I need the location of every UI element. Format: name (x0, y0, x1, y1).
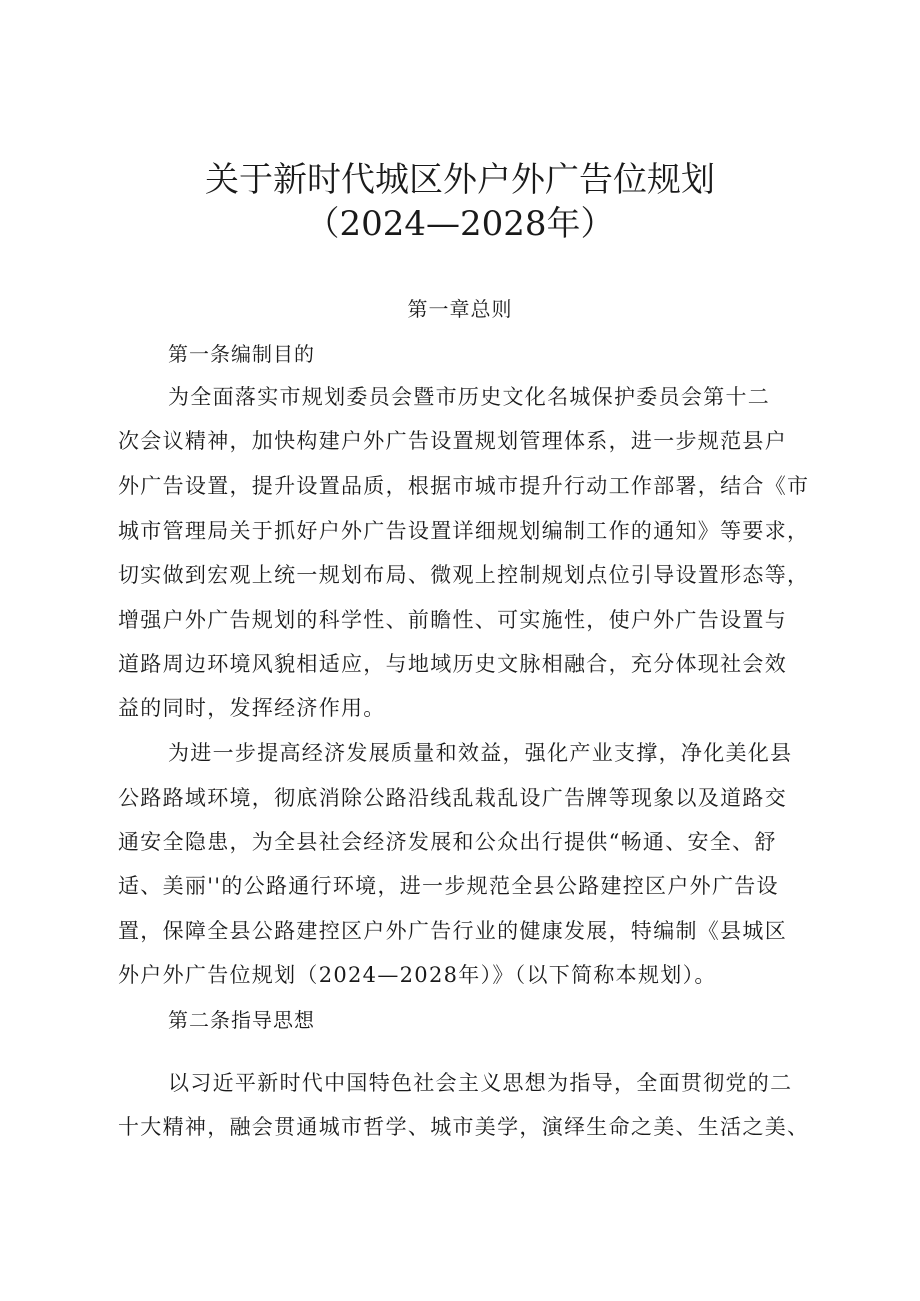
paragraph-line: 切实做到宏观上统一规划布局、微观上控制规划点位引导设置形态等， (118, 563, 810, 587)
paragraph-line: 增强户外广告规划的科学性、前瞻性、可实施性，使户外广告设置与 (118, 608, 787, 632)
article-2-heading: 第二条指导思想 (168, 1008, 315, 1032)
paragraph-line: 为全面落实市规划委员会暨市历史文化名城保护委员会第十二 (168, 385, 771, 409)
document-title-line-1: 关于新时代城区外户外广告位规划 (205, 160, 715, 200)
article-1-heading: 第一条编制目的 (168, 342, 315, 366)
paragraph-line: 次会议精神，加快构建户外广告设置规划管理体系，进一步规范县户 (118, 429, 787, 453)
paragraph-line: 外广告设置，提升设置品质，根据市城市提升行动工作部署，结合《市 (118, 474, 810, 498)
document-title-line-2: （2024—2028年） (305, 204, 615, 244)
chapter-heading: 第一章总则 (407, 297, 513, 321)
paragraph-line: 公路路域环境，彻底消除公路沿线乱栽乱设广告牌等现象以及道路交 (118, 786, 787, 810)
paragraph-line: 道路周边环境风貌相适应，与地域历史文脉相融合，充分体现社会效 (118, 652, 787, 676)
paragraph-line: 益的同时，发挥经济作用。 (118, 696, 386, 720)
paragraph-line: 置，保障全县公路建控区户外广告行业的健康发展，特编制《县城区 (118, 919, 787, 943)
paragraph-line: 以习近平新时代中国特色社会主义思想为指导，全面贯彻党的二 (168, 1071, 793, 1095)
paragraph-line: 为进一步提高经济发展质量和效益，强化产业支撑，净化美化县 (168, 741, 793, 765)
paragraph-line: 十大精神，融会贯通城市哲学、城市美学，演绎生命之美、生活之美、 (118, 1115, 810, 1139)
paragraph-line: 通安全隐患，为全县社会经济发展和公众出行提供“畅通、安全、舒 (118, 830, 777, 854)
paragraph-line: 外户外广告位规划（2024—2028年）》（以下简称本规划）。 (118, 963, 717, 987)
paragraph-line: 城市管理局关于抓好户外广告设置详细规划编制工作的通知》等要求， (118, 519, 810, 543)
paragraph-line: 适、美丽''的公路通行环境，进一步规范全县公路建控区户外广告设 (118, 874, 779, 898)
